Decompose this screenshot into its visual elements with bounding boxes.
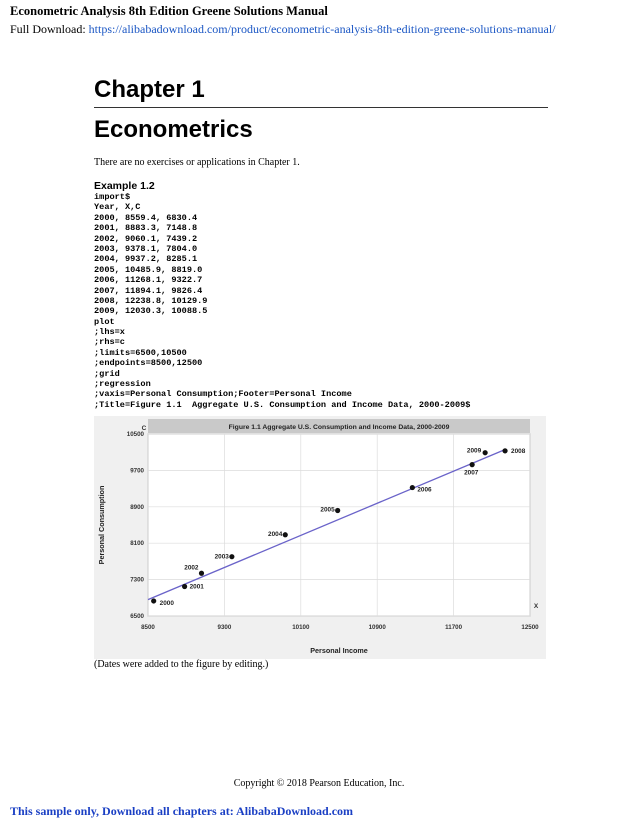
y-axis-letter: C: [141, 425, 147, 432]
data-point: [410, 485, 415, 490]
code-line: ;grid: [94, 368, 120, 379]
y-tick-label: 9700: [130, 467, 144, 475]
x-tick-label: 10900: [368, 624, 386, 631]
x-tick-label: 12500: [521, 624, 539, 631]
code-line: 2002, 9060.1, 7439.2: [94, 233, 198, 244]
data-point: [283, 532, 288, 537]
header-title: Econometric Analysis 8th Edition Greene Solutions Manual: [10, 4, 328, 18]
chapter-intro: There are no exercises or applications in Chapter 1.: [94, 157, 300, 168]
code-line: 2001, 8883.3, 7148.8: [94, 223, 198, 234]
y-tick-label: 10500: [126, 431, 144, 438]
code-line: import$: [94, 192, 131, 202]
chart-svg: [94, 416, 546, 659]
code-line: 2004, 9937.2, 8285.1: [94, 254, 198, 265]
x-tick-label: 9300: [217, 624, 232, 631]
data-point: [229, 554, 234, 559]
code-line: 2008, 12238.8, 10129.9: [94, 295, 208, 306]
point-label: 2006: [417, 486, 432, 494]
chapter-divider: [94, 107, 548, 108]
y-tick-label: 8900: [130, 503, 144, 511]
code-line: ;lhs=x: [94, 327, 125, 338]
code-line: 2003, 9378.1, 7804.0: [94, 243, 198, 254]
point-label: 2002: [184, 564, 199, 572]
x-axis-label: Personal Income: [310, 646, 368, 655]
point-label: 2005: [320, 506, 335, 514]
x-tick-label: 10100: [292, 624, 310, 631]
example-title: Example 1.2: [94, 180, 155, 192]
figure-note: (Dates were added to the figure by editing.): [94, 659, 269, 670]
code-line: plot: [94, 316, 115, 327]
point-label: 2001: [189, 583, 204, 591]
download-line: [10, 22, 556, 37]
figure-chart: [94, 416, 546, 659]
download-link[interactable]: https://alibabadownload.com/product/econometric-analysis-8th-edition-greene-solutions-manual/: [88, 22, 556, 36]
chapter-label: Chapter 1: [94, 76, 205, 103]
plot-area: [148, 434, 530, 616]
y-axis-label: Personal Consumption: [97, 485, 106, 565]
point-label: 2009: [466, 447, 482, 455]
x-tick-label: 8500: [141, 624, 155, 631]
chart-title: Figure 1.1 Aggregate U.S. Consumption and Income Data, 2000-2009: [228, 424, 450, 431]
x-axis-letter: X: [533, 603, 539, 610]
code-block: [94, 192, 470, 410]
data-point: [199, 571, 204, 576]
x-tick-label: 11700: [445, 624, 463, 631]
point-label: 2007: [464, 469, 479, 477]
data-point: [470, 462, 475, 467]
y-tick-label: 8100: [130, 540, 144, 548]
y-tick-label: 7300: [130, 576, 144, 584]
footer-download-note[interactable]: This sample only, Download all chapters at: AlibabaDownload.com: [10, 804, 354, 818]
code-line: ;endpoints=8500,12500: [94, 358, 203, 369]
point-label: 2000: [159, 599, 174, 607]
point-label: 2004: [268, 530, 283, 538]
code-line: 2000, 8559.4, 6830.4: [94, 212, 198, 223]
data-point: [483, 450, 488, 455]
data-point: [182, 584, 187, 589]
data-point: [502, 448, 507, 453]
data-point: [335, 508, 340, 513]
copyright: Copyright © 2018 Pearson Education, Inc.: [233, 778, 405, 789]
y-tick-label: 6500: [130, 613, 144, 620]
code-line: Year, X,C: [94, 202, 141, 213]
data-point: [151, 598, 156, 603]
code-line: ;rhs=c: [94, 337, 125, 348]
point-label: 2008: [511, 447, 526, 455]
point-label: 2003: [214, 553, 229, 561]
code-line: ;vaxis=Personal Consumption;Footer=Personal Income: [94, 389, 352, 400]
code-line: 2006, 11268.1, 9322.7: [94, 275, 203, 286]
code-line: 2005, 10485.9, 8819.0: [94, 264, 203, 275]
code-line: 2007, 11894.1, 9826.4: [94, 285, 203, 296]
code-line: ;Title=Figure 1.1 Aggregate U.S. Consumption and Income Data, 2000-2009$: [94, 399, 471, 410]
code-line: ;limits=6500,10500: [94, 347, 187, 358]
code-line: ;regression: [94, 379, 151, 390]
download-label: Full Download:: [10, 22, 86, 36]
code-line: 2009, 12030.3, 10088.5: [94, 306, 208, 317]
chapter-title: Econometrics: [94, 116, 253, 143]
